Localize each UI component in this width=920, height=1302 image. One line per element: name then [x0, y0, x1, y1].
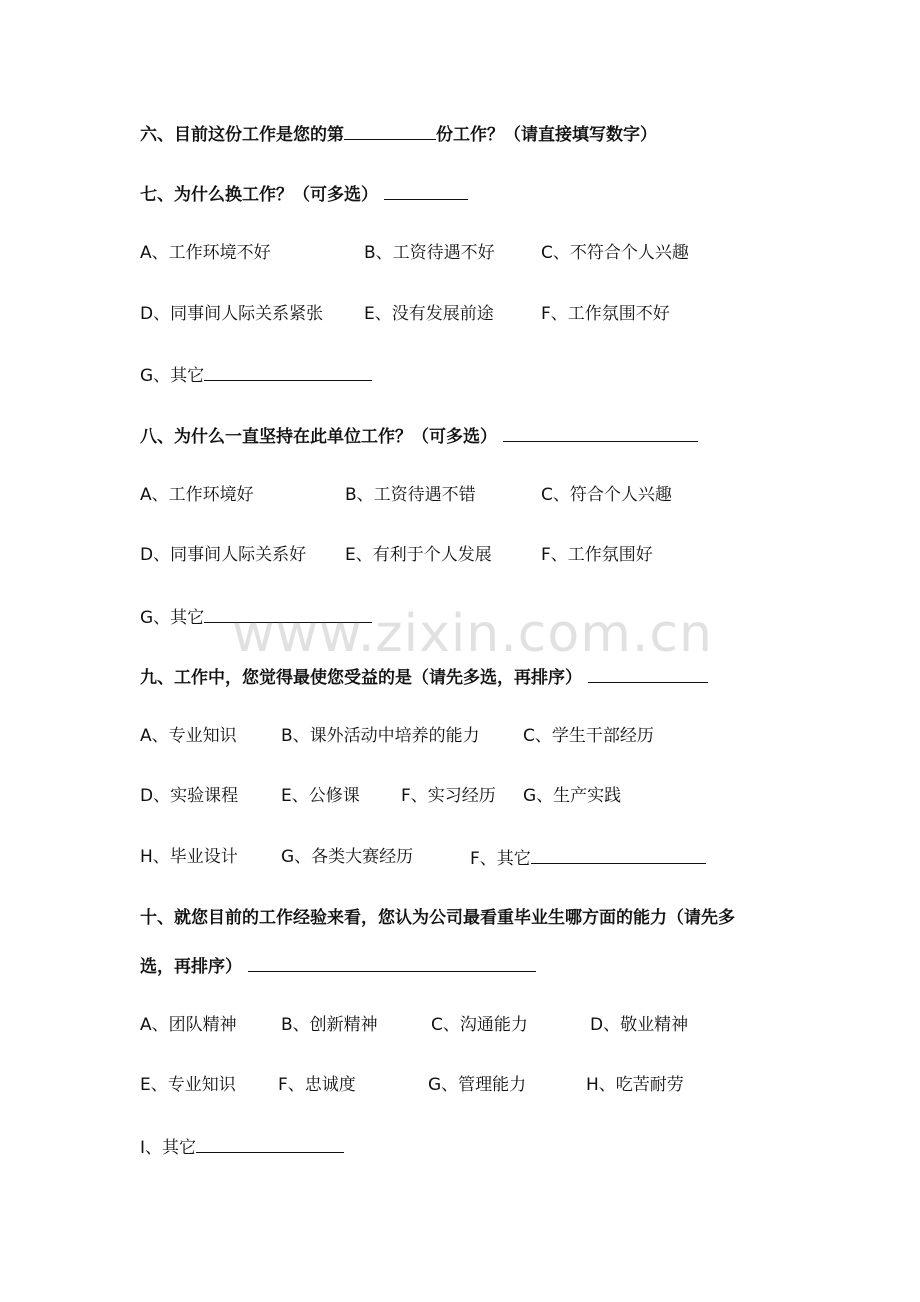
- q7-option-g-label: G、其它: [140, 366, 205, 386]
- question-10-line1: 十、就您目前的工作经验来看，您认为公司最看重毕业生哪方面的能力（请先多: [140, 908, 735, 928]
- q9-option-g: G、生产实践: [523, 786, 622, 806]
- question-9-text: 九、工作中，您觉得最使您受益的是（请先多选，再排序）: [140, 668, 582, 688]
- q10-other-blank[interactable]: [196, 1134, 344, 1153]
- q10-option-h: H、吃苦耐劳: [586, 1075, 684, 1095]
- q10-option-d: D、敬业精神: [590, 1015, 689, 1035]
- q8-option-g-label: G、其它: [140, 608, 205, 628]
- q7-other-blank[interactable]: [204, 362, 372, 381]
- q7-option-b: B、工资待遇不好: [364, 243, 495, 263]
- q9-option-a: A、专业知识: [140, 726, 237, 746]
- q7-option-e: E、没有发展前途: [364, 304, 494, 324]
- answer-blank-8[interactable]: [503, 423, 698, 442]
- q8-option-c: C、符合个人兴趣: [541, 485, 672, 505]
- answer-blank-6[interactable]: [344, 121, 436, 140]
- q8-option-d: D、同事间人际关系好: [140, 545, 307, 565]
- q7-option-c: C、不符合个人兴趣: [541, 243, 689, 263]
- q9-option-g2: G、各类大赛经历: [281, 847, 414, 867]
- watermark: www.zixin.com.cn: [232, 604, 713, 664]
- question-10-line2: [140, 953, 536, 979]
- q8-option-b: B、工资待遇不错: [345, 485, 476, 505]
- q9-option-other-label: F、其它: [470, 849, 531, 869]
- q9-other-blank[interactable]: [531, 845, 706, 864]
- answer-blank-9[interactable]: [588, 664, 708, 683]
- question-9: [140, 664, 708, 690]
- q10-option-i-label: I、其它: [140, 1138, 197, 1158]
- q8-option-f: F、工作氛围好: [541, 545, 653, 565]
- question-10-text-line2: 选，再排序）: [140, 957, 242, 977]
- q9-option-c: C、学生干部经历: [523, 726, 654, 746]
- question-6-text-after: 份工作？（请直接填写数字）: [436, 125, 657, 145]
- q10-option-b: B、创新精神: [281, 1015, 378, 1035]
- q10-option-i: [140, 1134, 344, 1160]
- q9-option-h: H、毕业设计: [140, 847, 238, 867]
- q9-option-e: E、公修课: [281, 786, 360, 806]
- q10-option-f: F、忠诚度: [278, 1075, 356, 1095]
- q10-option-g: G、管理能力: [428, 1075, 527, 1095]
- question-7: [140, 181, 468, 207]
- q9-option-b: B、课外活动中培养的能力: [281, 726, 480, 746]
- q7-option-f: F、工作氛围不好: [541, 304, 670, 324]
- question-6-text-before: 六、目前这份工作是您的第: [140, 125, 344, 145]
- q9-option-f: F、实习经历: [401, 786, 496, 806]
- q10-option-e: E、专业知识: [140, 1075, 236, 1095]
- q7-option-d: D、同事间人际关系紧张: [140, 304, 324, 324]
- question-8: [140, 423, 698, 449]
- question-8-text: 八、为什么一直坚持在此单位工作？（可多选）: [140, 427, 497, 447]
- q10-option-c: C、沟通能力: [431, 1015, 528, 1035]
- q8-option-a: A、工作环境好: [140, 485, 254, 505]
- answer-blank-10[interactable]: [248, 953, 536, 972]
- question-6: [140, 121, 657, 147]
- q8-option-e: E、有利于个人发展: [345, 545, 492, 565]
- answer-blank-7[interactable]: [384, 181, 468, 200]
- q10-option-a: A、团队精神: [140, 1015, 237, 1035]
- q9-option-d: D、实验课程: [140, 786, 239, 806]
- q7-option-g: [140, 362, 372, 388]
- question-7-text: 七、为什么换工作？（可多选）: [140, 185, 378, 205]
- q7-option-a: A、工作环境不好: [140, 243, 271, 263]
- q9-option-other: [470, 845, 706, 871]
